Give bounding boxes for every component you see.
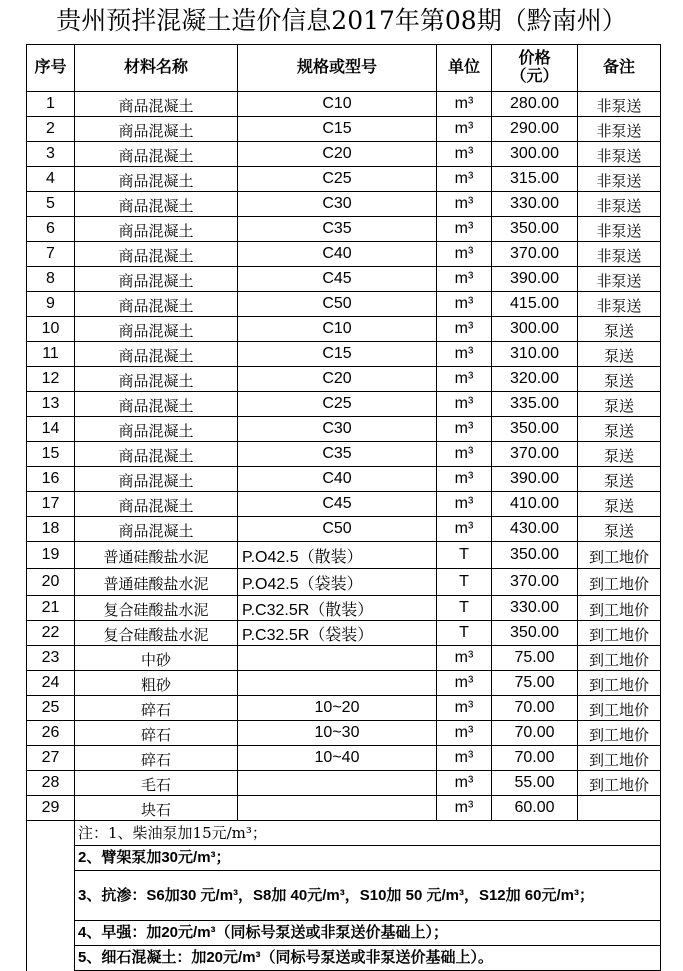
row-spec: C50 [238, 517, 437, 542]
row-note: 到工地价 [578, 542, 661, 569]
row-price: 370.00 [492, 569, 578, 596]
row-spec: C35 [238, 442, 437, 467]
row-price: 320.00 [492, 367, 578, 392]
row-material-name: 商品混凝土 [75, 367, 238, 392]
header-note: 备注 [578, 45, 661, 92]
row-price: 300.00 [492, 142, 578, 167]
row-unit: m³ [437, 671, 492, 696]
row-price: 70.00 [492, 746, 578, 771]
row-price: 390.00 [492, 467, 578, 492]
row-seq: 21 [27, 596, 75, 621]
table-row [27, 267, 661, 292]
row-price: 370.00 [492, 442, 578, 467]
row-seq: 7 [27, 242, 75, 267]
table-row [27, 192, 661, 217]
row-seq: 5 [27, 192, 75, 217]
row-seq: 4 [27, 167, 75, 192]
row-material-name: 碎石 [75, 746, 238, 771]
row-price: 60.00 [492, 796, 578, 821]
row-note: 泵送 [578, 417, 661, 442]
row-note: 到工地价 [578, 596, 661, 621]
row-price: 75.00 [492, 646, 578, 671]
table-row [27, 721, 661, 746]
row-note: 到工地价 [578, 671, 661, 696]
row-material-name: 碎石 [75, 721, 238, 746]
row-spec [238, 796, 437, 821]
header-spec: 规格或型号 [238, 45, 437, 92]
note-3: 3、抗渗：S6加30 元/m³，S8加 40元/m³，S10加 50 元/m³，S12加 60元/m³； [75, 871, 661, 921]
row-material-name: 复合硅酸盐水泥 [75, 621, 238, 646]
row-spec: C20 [238, 367, 437, 392]
row-seq: 10 [27, 317, 75, 342]
row-note: 泵送 [578, 467, 661, 492]
row-seq: 18 [27, 517, 75, 542]
row-material-name: 碎石 [75, 696, 238, 721]
notes-blank-cell [27, 821, 75, 971]
row-note: 非泵送 [578, 217, 661, 242]
row-unit: m³ [437, 721, 492, 746]
header-price-line2: （元） [510, 68, 559, 85]
header-seq: 序号 [27, 45, 75, 92]
row-price: 390.00 [492, 267, 578, 292]
row-note: 泵送 [578, 442, 661, 467]
row-seq: 16 [27, 467, 75, 492]
row-price: 290.00 [492, 117, 578, 142]
row-unit: m³ [437, 192, 492, 217]
row-unit: m³ [437, 317, 492, 342]
row-seq: 11 [27, 342, 75, 367]
table-row [27, 392, 661, 417]
row-price: 350.00 [492, 621, 578, 646]
row-note [578, 796, 661, 821]
row-material-name: 商品混凝土 [75, 192, 238, 217]
table-row [27, 242, 661, 267]
note-row [27, 821, 661, 846]
row-note: 泵送 [578, 367, 661, 392]
row-material-name: 商品混凝土 [75, 517, 238, 542]
row-spec: C30 [238, 192, 437, 217]
row-spec: C35 [238, 217, 437, 242]
price-table [26, 44, 661, 971]
row-unit: m³ [437, 367, 492, 392]
table-row [27, 167, 661, 192]
row-unit: m³ [437, 142, 492, 167]
row-note: 非泵送 [578, 117, 661, 142]
row-price: 415.00 [492, 292, 578, 317]
row-unit: m³ [437, 442, 492, 467]
notes-section [27, 821, 661, 971]
row-spec: 10~30 [238, 721, 437, 746]
table-row [27, 696, 661, 721]
row-note: 泵送 [578, 317, 661, 342]
row-material-name: 商品混凝土 [75, 217, 238, 242]
row-note: 到工地价 [578, 621, 661, 646]
row-note: 到工地价 [578, 746, 661, 771]
header-unit: 单位 [437, 45, 492, 92]
row-price: 330.00 [492, 596, 578, 621]
row-seq: 8 [27, 267, 75, 292]
row-spec: P.O42.5（散装） [238, 542, 437, 569]
row-note: 非泵送 [578, 192, 661, 217]
row-unit: m³ [437, 796, 492, 821]
note-4: 4、早强：加20元/m³（同标号泵送或非泵送价基础上）； [75, 921, 661, 946]
row-price: 70.00 [492, 696, 578, 721]
row-note: 到工地价 [578, 696, 661, 721]
row-material-name: 普通硅酸盐水泥 [75, 542, 238, 569]
table-row [27, 492, 661, 517]
note-row [27, 921, 661, 946]
row-price: 410.00 [492, 492, 578, 517]
row-note: 泵送 [578, 392, 661, 417]
row-spec: C40 [238, 467, 437, 492]
row-material-name: 商品混凝土 [75, 167, 238, 192]
row-note: 非泵送 [578, 92, 661, 117]
table-row [27, 796, 661, 821]
row-unit: m³ [437, 92, 492, 117]
row-unit: m³ [437, 696, 492, 721]
row-material-name: 商品混凝土 [75, 267, 238, 292]
row-material-name: 中砂 [75, 646, 238, 671]
table-row [27, 771, 661, 796]
row-spec: C25 [238, 392, 437, 417]
row-spec: 10~40 [238, 746, 437, 771]
row-material-name: 商品混凝土 [75, 142, 238, 167]
table-row [27, 117, 661, 142]
row-material-name: 粗砂 [75, 671, 238, 696]
row-price: 55.00 [492, 771, 578, 796]
table-row [27, 646, 661, 671]
page-title: 贵州预拌混凝土造价信息2017年第08期（黔南州） [56, 6, 627, 35]
row-spec: P.C32.5R（散装） [238, 596, 437, 621]
row-unit: T [437, 542, 492, 569]
row-spec: C45 [238, 267, 437, 292]
table-row [27, 517, 661, 542]
table-row [27, 142, 661, 167]
table-row [27, 621, 661, 646]
table-row [27, 92, 661, 117]
row-seq: 2 [27, 117, 75, 142]
table-row [27, 569, 661, 596]
row-spec: C20 [238, 142, 437, 167]
row-seq: 20 [27, 569, 75, 596]
row-spec: C10 [238, 92, 437, 117]
row-spec: C15 [238, 117, 437, 142]
row-material-name: 商品混凝土 [75, 467, 238, 492]
row-price: 315.00 [492, 167, 578, 192]
table-row [27, 442, 661, 467]
row-note: 到工地价 [578, 771, 661, 796]
row-spec: P.C32.5R（袋装） [238, 621, 437, 646]
note-2: 2、臂架泵加30元/m³； [75, 846, 661, 871]
row-unit: T [437, 596, 492, 621]
row-seq: 15 [27, 442, 75, 467]
row-material-name: 商品混凝土 [75, 92, 238, 117]
row-material-name: 复合硅酸盐水泥 [75, 596, 238, 621]
note-row [27, 846, 661, 871]
row-unit: m³ [437, 292, 492, 317]
row-unit: m³ [437, 117, 492, 142]
row-note: 到工地价 [578, 721, 661, 746]
row-price: 75.00 [492, 671, 578, 696]
row-note: 泵送 [578, 517, 661, 542]
row-unit: m³ [437, 242, 492, 267]
row-spec: C10 [238, 317, 437, 342]
row-spec: C25 [238, 167, 437, 192]
header-price-line1: 价格 [518, 50, 551, 67]
row-price: 350.00 [492, 417, 578, 442]
row-spec: 10~20 [238, 696, 437, 721]
row-seq: 9 [27, 292, 75, 317]
table-row [27, 217, 661, 242]
row-unit: m³ [437, 392, 492, 417]
row-spec [238, 771, 437, 796]
row-material-name: 商品混凝土 [75, 442, 238, 467]
row-price: 350.00 [492, 542, 578, 569]
header-name: 材料名称 [75, 45, 238, 92]
row-seq: 12 [27, 367, 75, 392]
row-unit: m³ [437, 167, 492, 192]
row-unit: m³ [437, 492, 492, 517]
row-seq: 19 [27, 542, 75, 569]
header-price [492, 45, 578, 92]
row-note: 非泵送 [578, 142, 661, 167]
row-seq: 3 [27, 142, 75, 167]
row-seq: 17 [27, 492, 75, 517]
row-unit: m³ [437, 646, 492, 671]
row-unit: m³ [437, 342, 492, 367]
table-header-row [27, 45, 661, 92]
row-note: 非泵送 [578, 167, 661, 192]
row-spec [238, 646, 437, 671]
table-row [27, 292, 661, 317]
row-seq: 13 [27, 392, 75, 417]
row-note: 非泵送 [578, 292, 661, 317]
table-row [27, 367, 661, 392]
row-unit: T [437, 621, 492, 646]
row-material-name: 商品混凝土 [75, 417, 238, 442]
row-seq: 28 [27, 771, 75, 796]
row-seq: 23 [27, 646, 75, 671]
row-price: 310.00 [492, 342, 578, 367]
row-seq: 1 [27, 92, 75, 117]
table-row [27, 542, 661, 569]
row-price: 370.00 [492, 242, 578, 267]
row-spec: C50 [238, 292, 437, 317]
row-material-name: 商品混凝土 [75, 117, 238, 142]
row-seq: 25 [27, 696, 75, 721]
row-price: 350.00 [492, 217, 578, 242]
table-row [27, 417, 661, 442]
row-spec: C30 [238, 417, 437, 442]
row-material-name: 商品混凝土 [75, 242, 238, 267]
row-price: 430.00 [492, 517, 578, 542]
table-row [27, 342, 661, 367]
row-price: 335.00 [492, 392, 578, 417]
row-seq: 22 [27, 621, 75, 646]
row-note: 到工地价 [578, 569, 661, 596]
row-material-name: 商品混凝土 [75, 317, 238, 342]
row-material-name: 商品混凝土 [75, 392, 238, 417]
table-row [27, 596, 661, 621]
row-material-name: 普通硅酸盐水泥 [75, 569, 238, 596]
row-seq: 27 [27, 746, 75, 771]
row-unit: T [437, 569, 492, 596]
row-note: 泵送 [578, 492, 661, 517]
row-spec [238, 671, 437, 696]
row-material-name: 商品混凝土 [75, 292, 238, 317]
row-note: 非泵送 [578, 267, 661, 292]
row-note: 到工地价 [578, 646, 661, 671]
table-row [27, 317, 661, 342]
row-unit: m³ [437, 517, 492, 542]
row-unit: m³ [437, 417, 492, 442]
table-row [27, 746, 661, 771]
row-seq: 24 [27, 671, 75, 696]
row-note: 非泵送 [578, 242, 661, 267]
row-unit: m³ [437, 771, 492, 796]
note-row [27, 871, 661, 921]
row-unit: m³ [437, 467, 492, 492]
row-price: 280.00 [492, 92, 578, 117]
table-body [27, 92, 661, 821]
row-price: 330.00 [492, 192, 578, 217]
row-material-name: 块石 [75, 796, 238, 821]
row-seq: 29 [27, 796, 75, 821]
note-1: 注：1、柴油泵加15元/m³； [75, 821, 661, 846]
table-row [27, 671, 661, 696]
row-seq: 6 [27, 217, 75, 242]
row-seq: 26 [27, 721, 75, 746]
row-unit: m³ [437, 746, 492, 771]
row-spec: C40 [238, 242, 437, 267]
row-unit: m³ [437, 267, 492, 292]
row-spec: P.O42.5（袋装） [238, 569, 437, 596]
row-price: 70.00 [492, 721, 578, 746]
row-note: 泵送 [578, 342, 661, 367]
row-spec: C15 [238, 342, 437, 367]
row-price: 300.00 [492, 317, 578, 342]
row-material-name: 商品混凝土 [75, 492, 238, 517]
table-row [27, 467, 661, 492]
row-spec: C45 [238, 492, 437, 517]
row-unit: m³ [437, 217, 492, 242]
row-material-name: 毛石 [75, 771, 238, 796]
row-material-name: 商品混凝土 [75, 342, 238, 367]
note-5: 5、细石混凝土：加20元/m³（同标号泵送或非泵送价基础上）。 [75, 946, 661, 971]
row-seq: 14 [27, 417, 75, 442]
